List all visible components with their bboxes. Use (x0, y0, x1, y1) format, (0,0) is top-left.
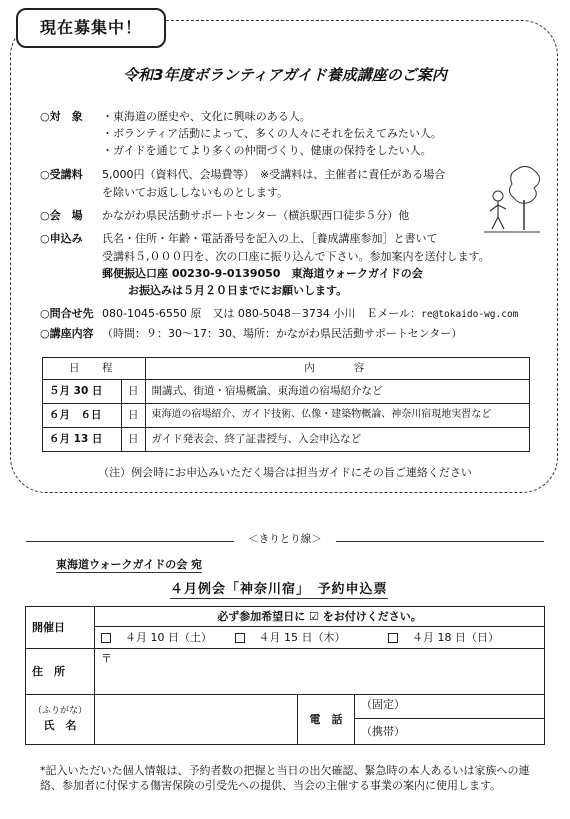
address-label: 住 所 (26, 649, 95, 695)
date-option-1[interactable]: ４月 10 日（土） (101, 631, 231, 645)
form-row-instruction (26, 607, 545, 627)
schedule-head-date: 日 程 (43, 358, 146, 380)
apply-label: ○申込み (40, 232, 83, 245)
table-row (43, 380, 530, 404)
contact-label: ○問合せ先 (40, 307, 94, 320)
walker-illustration (476, 160, 546, 240)
date-label: 開催日 (26, 607, 95, 649)
apply-line-3: 郵便振込口座 00230-9-0139050 東海道ウォークガイドの会 (102, 267, 423, 280)
fee-label: ○受講料 (40, 168, 83, 181)
contact-email-link[interactable]: re@tokaido-wg.com (421, 309, 519, 320)
form-row-address (26, 649, 545, 695)
cut-label: ＜きりとり線＞ (248, 533, 322, 545)
schedule-date: ６月 13 日 (43, 428, 122, 452)
phone-label: 電 話 (298, 695, 355, 745)
target-row (40, 110, 311, 124)
fee-line-1: 5,000円（資料代、会場費等） ※受講料は、主催者に責任がある場合 (102, 168, 446, 181)
schedule-date: ６月 ６日 (43, 404, 122, 428)
fee-row (40, 168, 445, 182)
schedule-date: ５月 30 日 (43, 380, 122, 404)
furigana-label: （ふりがな） (32, 705, 87, 716)
schedule-day: 日 (122, 428, 146, 452)
schedule-content: 東海道の宿場紹介、ガイド技術、仏像・建築物概論、神奈川宿現地実習など (145, 404, 530, 428)
apply-line-4: お振込みは５月２０日までにお願いします。 (128, 284, 348, 297)
privacy-footer: *記入いただいた個人情報は、予約者数の把握と当日の出欠確認、緊急時の本人あるいは家族への連絡、参加者に付保する傷害保険の引受先への提供、当会の主催する事業の案内に使用します。 (40, 764, 530, 792)
application-form (25, 606, 545, 745)
checkbox-icon[interactable] (101, 633, 111, 643)
venue-label: ○会 場 (40, 209, 83, 222)
apply-line-1: 氏名・住所・年齢・電話番号を記入の上、［養成講座参加］と書いて (102, 232, 438, 245)
fee-line-2: を除いてお返ししないものとします。 (102, 186, 289, 199)
venue-row (40, 209, 409, 223)
schedule-day: 日 (122, 404, 146, 428)
form-title: ４月例会「神奈川宿」 予約申込票 (170, 582, 388, 599)
cut-line-left (26, 541, 234, 542)
page-title: 令和3年度ボランティアガイド養成講座のご案内 (123, 66, 447, 84)
phone-fixed-field[interactable]: （固定） (355, 695, 545, 719)
table-row (43, 428, 530, 452)
target-label: ○対 象 (40, 110, 83, 123)
target-line-1: ・東海道の歴史や、文化に興味のある人。 (102, 110, 311, 123)
schedule-content: 開講式、街道・宿場概論、東海道の宿場紹介など (145, 380, 530, 404)
schedule-content: ガイド発表会、終了証書授与、入会申込など (145, 428, 530, 452)
venue-text: かながわ県民活動サポートセンター（横浜駅西口徒歩５分）他 (102, 209, 410, 222)
schedule-day: 日 (122, 380, 146, 404)
contact-row (40, 307, 518, 321)
form-row-dates (26, 627, 545, 649)
content-row (40, 327, 462, 341)
contact-text: 080-1045-6550 原 又は 080-5048－3734 小川 Ｅメール： (102, 307, 422, 320)
name-label-cell (26, 695, 95, 745)
cut-line-right (336, 541, 544, 542)
date-option-2[interactable]: ４月 15 日（木） (235, 631, 385, 645)
content-label: ○講座内容 (40, 327, 94, 340)
form-row-name-top (26, 695, 545, 719)
date-option-3[interactable]: ４月 18 日（日） (388, 631, 499, 645)
form-addressee: 東海道ウォークガイドの会 宛 (56, 558, 203, 571)
checkbox-icon[interactable] (235, 633, 245, 643)
target-line-2: ・ボランティア活動によって、多くの人々にそれを伝えてみたい人。 (102, 127, 442, 140)
table-row (43, 404, 530, 428)
name-field[interactable] (95, 695, 298, 745)
postal-mark: 〒 (101, 652, 112, 665)
recruiting-badge: 現在募集中！ (16, 8, 166, 48)
schedule-header-row (43, 358, 530, 380)
target-line-3: ・ガイドを通じてより多くの仲間づくり、健康の保持をしたい人。 (102, 144, 432, 157)
phone-mobile-field[interactable]: （携帯） (355, 719, 545, 745)
date-instruction: 必ず参加希望日に ☑ をお付けください。 (95, 607, 545, 627)
schedule-table (42, 357, 530, 452)
apply-line-2: 受講料５,０００円を、次の口座に振り込んで下さい。参加案内を送付します。 (102, 250, 490, 263)
date-options (95, 627, 545, 649)
name-label: 氏 名 (43, 719, 77, 732)
checkbox-icon[interactable] (388, 633, 398, 643)
address-field[interactable] (95, 649, 545, 695)
apply-row (40, 232, 438, 246)
schedule-head-content: 内 容 (145, 358, 530, 380)
note-text: （注）例会時にお申込みいただく場合は担当ガイドにその旨ご連絡ください (98, 466, 472, 479)
content-text: （時間：９：30～17：30、場所：かながわ県民活動サポートセンター） (102, 327, 463, 340)
